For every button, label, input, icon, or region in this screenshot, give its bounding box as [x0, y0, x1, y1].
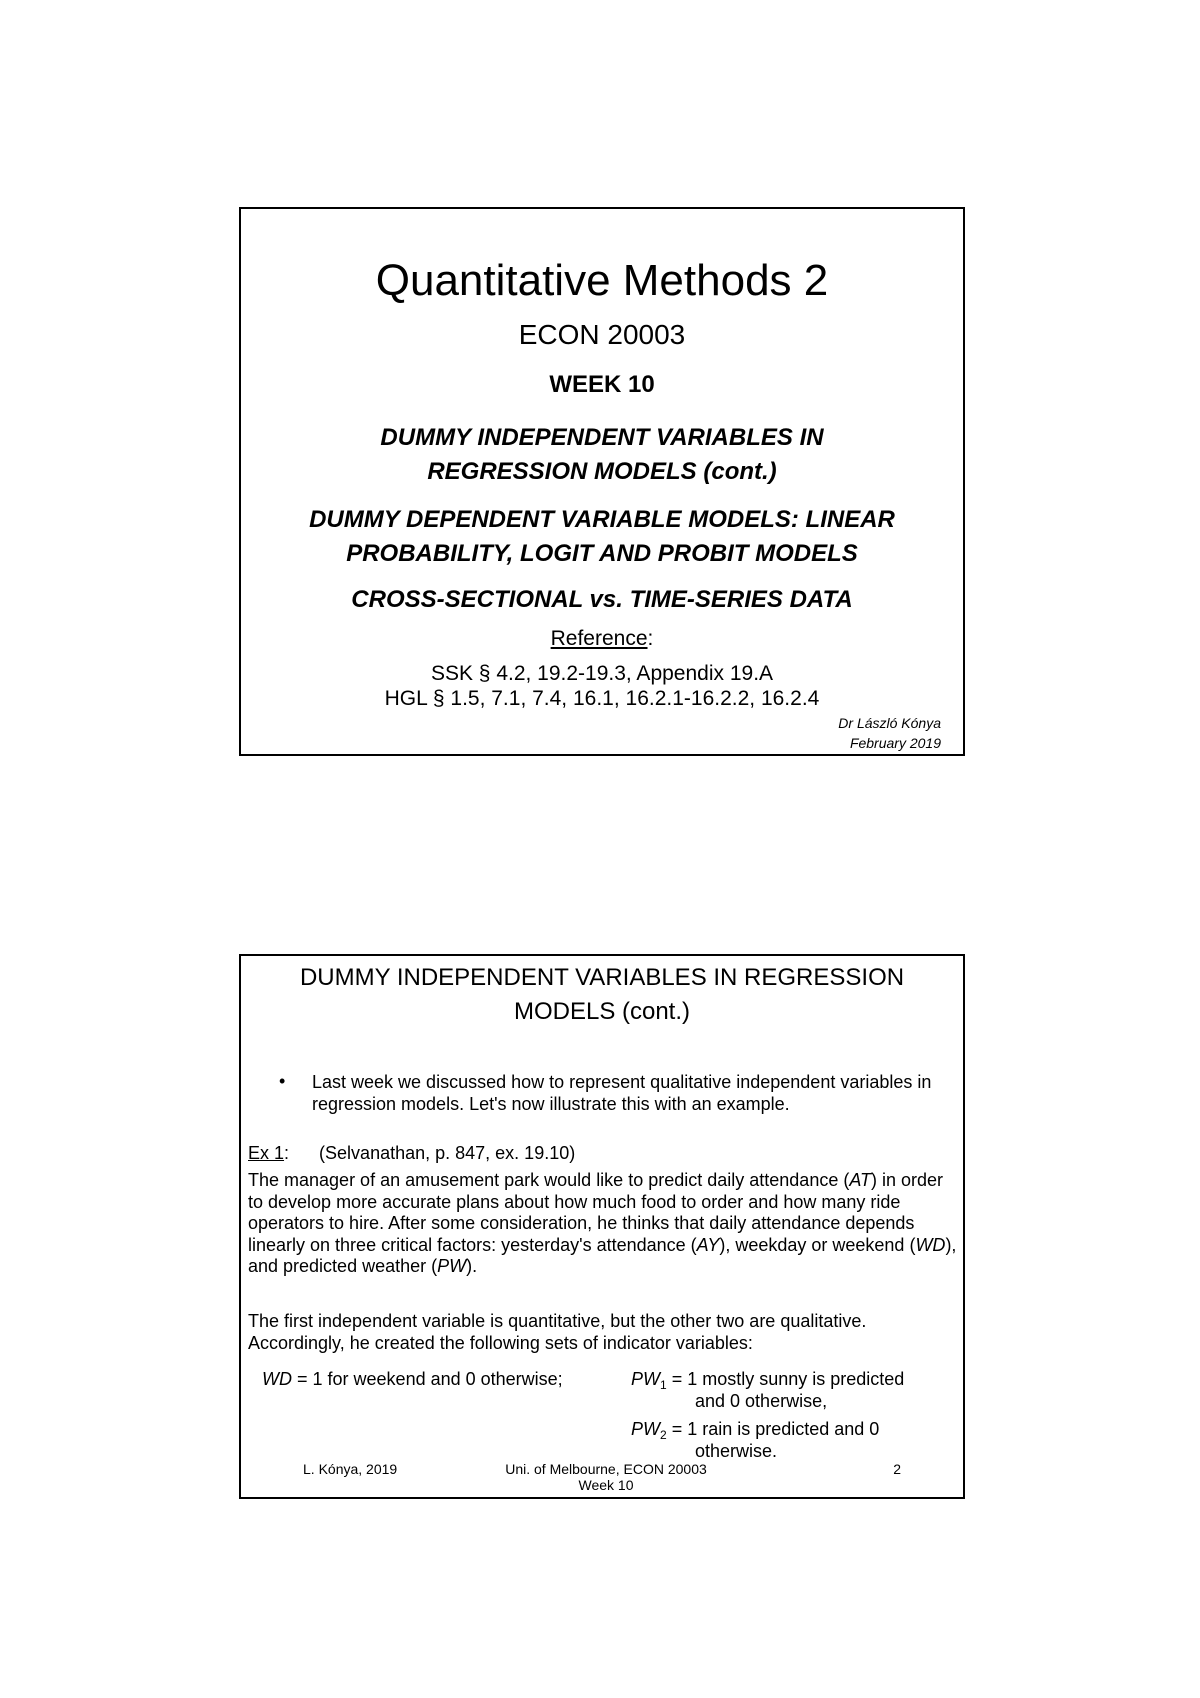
slide-date: February 2019 — [849, 735, 941, 751]
footer-line: Week 10 — [578, 1477, 634, 1493]
pw2-definition — [631, 1419, 961, 1462]
course-code: ECON 20003 — [518, 319, 686, 350]
indicator-intro: The first independent variable is quantitative, but the other two are qualitative. Accordingly, he created the following sets of indicator variables: — [248, 1311, 867, 1353]
footer-course — [471, 1461, 741, 1493]
title-slide — [239, 207, 965, 756]
topic-line: DUMMY INDEPENDENT VARIABLES IN — [380, 424, 824, 451]
heading-line: MODELS (cont.) — [513, 998, 691, 1025]
topic-line: REGRESSION MODELS (cont.) — [427, 458, 777, 485]
text-run: ), weekday or weekend ( — [719, 1234, 916, 1255]
reference-heading — [241, 628, 963, 649]
reference-ssk: SSK § 4.2, 19.2-19.3, Appendix 19.A — [430, 662, 774, 685]
variable-at: AT — [849, 1170, 872, 1190]
example-source: (Selvanathan, p. 847, ex. 19.10) — [319, 1143, 576, 1163]
text-run: ). — [466, 1256, 478, 1277]
reference-label: Reference — [550, 627, 648, 650]
example-description — [248, 1170, 960, 1278]
variable-ay: AY — [696, 1234, 720, 1255]
pw1-definition-continuation: and 0 otherwise, — [695, 1390, 828, 1411]
topic-line: DUMMY DEPENDENT VARIABLE MODELS: LINEAR — [309, 506, 895, 533]
reference-colon: : — [647, 627, 654, 650]
page-number: 2 — [893, 1461, 901, 1477]
topic-cross-sectional — [241, 583, 963, 617]
heading-line: DUMMY INDEPENDENT VARIABLES IN REGRESSION — [299, 964, 905, 991]
wd-definition — [262, 1369, 563, 1391]
variable-wd: WD — [262, 1369, 292, 1389]
pw1-definition-text: = 1 mostly sunny is predicted — [666, 1369, 905, 1389]
topic-line: CROSS-SECTIONAL vs. TIME-SERIES DATA — [351, 586, 853, 613]
text-run: The manager of an amusement park would like to predict daily attendance ( — [248, 1170, 850, 1190]
bullet-text: Last week we discussed how to represent qualitative independent variables in regression models. Let's now illustrate this with an example. — [312, 1072, 932, 1114]
footer-author: L. Kónya, 2019 — [303, 1461, 398, 1477]
pw1-definition — [631, 1369, 961, 1412]
variable-pw: PW — [631, 1419, 660, 1439]
topic-dummy-dependent — [241, 503, 963, 571]
reference-hgl: HGL § 1.5, 7.1, 7.4, 16.1, 16.2.1-16.2.2, 16.2.4 — [384, 687, 820, 710]
course-title: Quantitative Methods 2 — [375, 256, 829, 305]
wd-definition-text: = 1 for weekend and 0 otherwise; — [292, 1369, 563, 1389]
text-run: ), and predicted weather ( — [248, 1234, 957, 1277]
content-slide — [239, 954, 965, 1499]
example-header — [248, 1144, 575, 1162]
variable-pw: PW — [437, 1256, 467, 1277]
example-colon: : — [284, 1143, 290, 1163]
pw2-definition-continuation: otherwise. — [695, 1440, 778, 1461]
topic-line: PROBABILITY, LOGIT AND PROBIT MODELS — [346, 540, 858, 567]
subscript: 1 — [660, 1378, 667, 1392]
author-name: Dr László Kónya — [838, 715, 941, 731]
bullet-icon: • — [279, 1071, 286, 1091]
subscript: 2 — [660, 1428, 667, 1442]
example-label: Ex 1 — [248, 1143, 285, 1163]
variable-wd: WD — [915, 1234, 946, 1255]
pw2-definition-text: = 1 rain is predicted and 0 — [666, 1419, 880, 1439]
footer-line: Uni. of Melbourne, ECON 20003 — [505, 1461, 707, 1477]
variable-pw: PW — [631, 1369, 660, 1389]
topic-dummy-independent — [241, 421, 963, 489]
slide-heading — [241, 961, 963, 1029]
text-run: ) in order to develop more accurate plans about how much food to order and how many ride operators to hire. After some consideration, he thinks that daily attendance depends linearly on three critical factors: yesterday's attendance ( — [248, 1170, 944, 1255]
week-label: WEEK 10 — [549, 371, 655, 398]
